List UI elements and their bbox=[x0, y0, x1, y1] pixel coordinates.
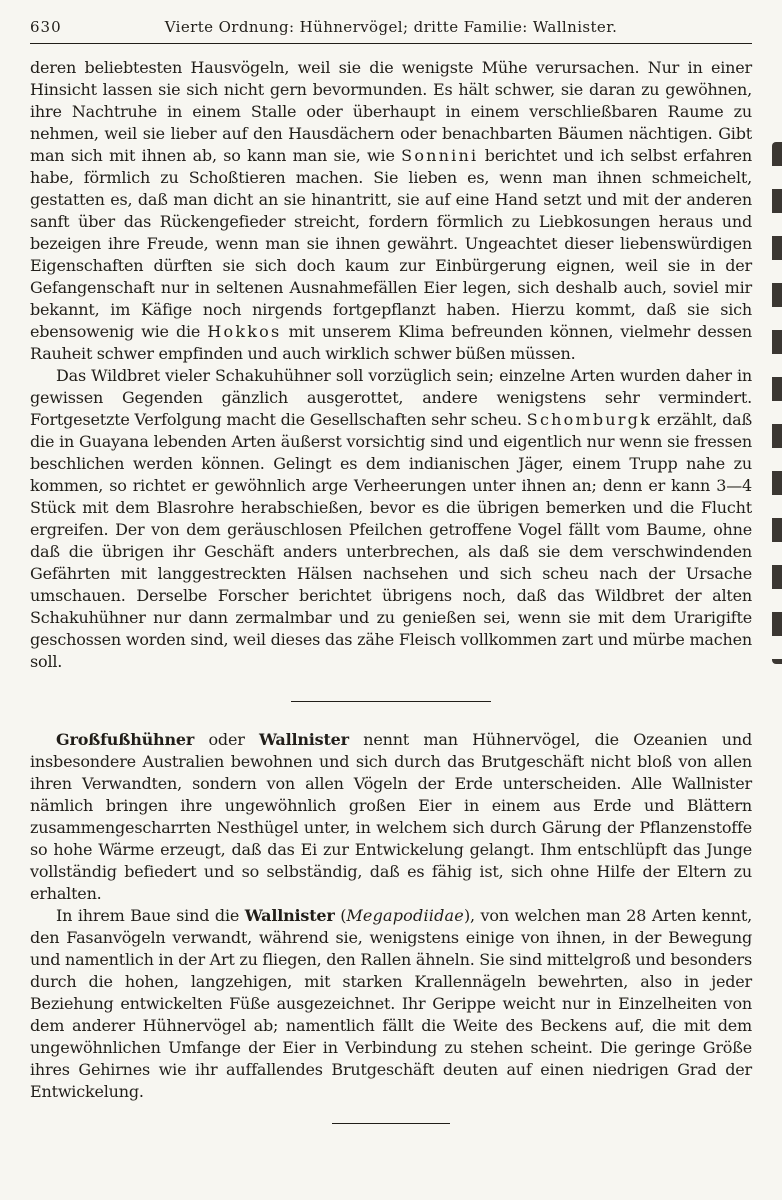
antiqua-text-run: Megapodiidae bbox=[346, 906, 464, 925]
page-header bbox=[30, 16, 752, 38]
page-body bbox=[30, 57, 752, 1124]
header-rule bbox=[30, 43, 752, 44]
text-section-schakuhuehner bbox=[30, 57, 752, 673]
spaced-text-run: Hokkos bbox=[207, 322, 282, 341]
text-run: In ihrem Baue sind die bbox=[56, 906, 245, 925]
running-title: Vierte Ordnung: Hühnervögel; dritte Familie: Wallnister. bbox=[164, 18, 618, 36]
paragraph bbox=[30, 57, 752, 365]
text-run: deren beliebtesten Hausvögeln, weil sie die wenigste Mühe verursachen. Nur in einer Hinsicht lassen sie sich nicht gern bevormunden. Es hält schwer, sie daran zu gewöhnen, ihre Nachtruhe in einem Stalle oder überhaupt in einem verschließbaren Raume zu nehmen, weil sie lieber auf den Hausdächern oder benachbarten Bäumen nächtigen. Gibt man sich mit ihnen ab, so kann man sie, wie bbox=[30, 58, 752, 165]
page-number: 630 bbox=[30, 18, 62, 36]
text-run: erzählt, daß die in Guayana lebenden Arten äußerst vorsichtig sind und eigentlich nur wenn sie fressen beschlichen werden können. Gelingt es dem indianischen Jäger, einem Trupp nahe zu kommen, so richtet er gewöhnlich arge Verheerungen unter ihnen an; denn er kann 3—4 Stück mit dem Blasrohre herabschießen, bevor es die übrigen bemerken und die Flucht ergreifen. Der von dem geräuschlosen Pfeilchen getroffene Vogel fällt vom Baume, ohne daß die übrigen ihr Geschäft anders unterbrechen, als daß sie dem verschwindenden Gefährten mit langgestreckten Hälsen nachsehen und sich scheu nach der Ursache umschauen. Derselbe Forscher berichtet übrigens noch, daß das Wildbret der alten Schakuhühner nur dann zermalmbar und zu genießen sei, wenn sie mit dem Urarigifte geschossen worden sind, weil dieses das zähe Fleisch vollkommen zart und mürbe machen soll. bbox=[30, 410, 752, 671]
text-run: ( bbox=[334, 906, 347, 925]
paragraph bbox=[30, 905, 752, 1103]
text-section-wallnister bbox=[30, 729, 752, 1103]
text-run: Das Wildbret vieler Schakuhühner soll vorzüglich sein; einzelne Arten wurden daher in gewissen Gegenden gänzlich ausgerottet, andere wenigstens sehr vermindert. Fortgesetzte Verfolgung macht die Gesellschaften sehr scheu. bbox=[30, 366, 752, 429]
text-run: nennt man Hühnervögel, die Ozeanien und insbesondere Australien bewohnen und sich durch das Brutgeschäft nicht bloß von allen ihren Verwandten, sondern von allen Vögeln der Erde unterscheiden. Alle Wallnister nämlich bringen ihre ungewöhnlich großen Eier in einem aus Erde und Blättern zusammengescharrten Nesthügel unter, in welchem sich durch Gärung der Pflanzenstoffe so hohe Wärme erzeugt, daß das Ei zur Entwickelung gelangt. Ihm entschlüpft das Junge vollständig befiedert und so selbständig, daß es fähig ist, sich ohne Hilfe der Eltern zu erhalten. bbox=[30, 730, 753, 903]
text-run: berichtet und ich selbst erfahren habe, förmlich zu Schoßtieren machen. Sie lieben es, wenn man ihnen schmeichelt, gestatten es, daß man dicht an sie hinantritt, sie auf eine Hand setzt und mit der anderen sanft über das Rückengefieder streicht, fordern förmlich zu Liebkosungen heraus und bezeigen ihre Freude, wenn man sie ihnen gewährt. Ungeachtet dieser liebenswürdigen Eigenschaften dürften sie sich doch kaum zur Einbürgerung eignen, weil sie in der Gefangenschaft nur in seltenen Ausnahmefällen Eier legen, sich deshalb auch, soviel mir bekannt, im Käfige noch nirgends fortgepflanzt haben. Hierzu kommt, daß sie sich ebensowenig wie die bbox=[30, 146, 752, 341]
footer-rule bbox=[332, 1123, 450, 1124]
scan-edge-shadow bbox=[772, 142, 782, 664]
bold-text-run: Wallnister bbox=[244, 906, 335, 925]
paragraph bbox=[30, 365, 752, 673]
paragraph bbox=[30, 729, 752, 905]
text-run: ), von welchen man 28 Arten kennt, den Fasanvögeln verwandt, während sie, wenigstens einige von ihnen, in der Bewegung und namentlich in der Art zu fliegen, den Rallen ähneln. Sie sind mittelgroß und besonders durch die hohen, langzehigen, mit starken Krallennägeln bewehrten, also in jeder Beziehung entwickelten Füße ausgezeichnet. Ihr Gerippe weicht nur in Einzelheiten von dem anderer Hühnervögel ab; namentlich fällt die Weite des Beckens auf, die mit dem ungewöhnlichen Umfange der Eier in Verbindung zu stehen scheint. Die geringe Größe ihres Gehirnes wie ihr auffallendes Brutgeschäft deuten auf einen niedrigen Grad der Entwickelung. bbox=[30, 906, 752, 1101]
section-separator-rule bbox=[291, 701, 491, 702]
bold-text-run: Großfußhühner bbox=[56, 730, 195, 749]
spaced-text-run: Sonnini bbox=[401, 146, 479, 165]
text-run: mit unserem Klima befreunden können, vielmehr dessen Rauheit schwer empfinden und auch wirklich schwer büßen müssen. bbox=[30, 322, 752, 363]
spaced-text-run: Schomburgk bbox=[526, 410, 652, 429]
bold-text-run: Wallnister bbox=[259, 730, 349, 749]
text-run: oder bbox=[194, 730, 260, 749]
